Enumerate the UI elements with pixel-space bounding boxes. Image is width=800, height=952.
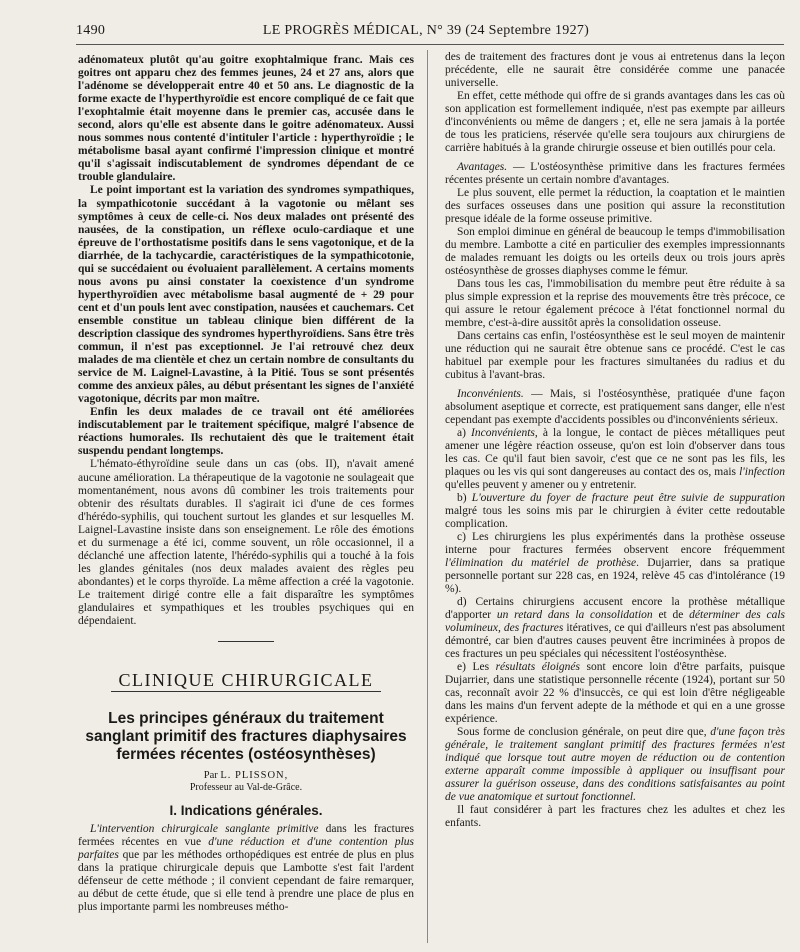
text-run: Sous forme de conclusion générale, on peut dire que, [457, 726, 711, 738]
italic-phrase: L'ouverture du foyer de fracture peut être suivie de suppuration [471, 492, 785, 504]
italic-phrase: résultats éloignés [495, 661, 581, 673]
text-run: . Dujarrier, dans sa pratique personnelle portant sur 228 cas, en 1924, relève 45 cas d'intolérance (19 %). [445, 557, 785, 595]
paragraph [445, 596, 785, 661]
italic-phrase: d'une façon très générale, le traitement sanglant primitif des fractures fermées n'est indiqué que lorsque tout autre moyen de réduction ou de contention externe apparaît comme impossible à appliquer ou insuffisant pour assurer la guérison osseuse, dans des conditions satisfaisantes au point de vue anatomique et surtout fonctionnel. [445, 726, 785, 803]
italic-phrase: L'intervention chirurgicale sanglante primitive [90, 823, 319, 836]
paragraph [445, 161, 785, 187]
paragraph: L'hémato-éthyroïdine seule dans un cas (obs. II), n'avait amené aucune amélioration. La thérapeutique de la vagotonie ne soulageait que momentanément, nous avons dû combiner les trois traitements pour obtenir des résultats durables. Il s'agirait ici d'une de ces formes d'hérédo-syphilis, qui touchent surtout les glandes et sur lesquelles M. Laignel-Lavastine insiste dans son enseignement. Le rôle des émotions et du surmenage a été ici, comme souvent, un rôle occasionnel, il a déclanché une affection latente, l'hérédo-syphilis qui a touché à la fois les glandes génitales (nos deux malades avaient des règles peu abondantes) et le corps thyroïde. La même affection a créé la vagotonie. Le traitement dirigé contre elle a fait disparaître les symptômes glandulaires et sympathiques et les troubles psychiques qui en dépendaient. [78, 458, 414, 628]
paragraph: Dans certains cas enfin, l'ostéosynthèse est le seul moyen de maintenir une réduction qui ne saurait être obtenue sans ce procédé. C'est le cas habituel par exemple pour les fractures simultanées du radius et du cubitus à l'avant-bras. [445, 330, 785, 381]
page-number: 1490 [76, 23, 106, 38]
paragraph [445, 492, 785, 531]
left-column [78, 54, 414, 914]
divider-line [218, 641, 274, 642]
italic-phrase: l'infection [739, 466, 785, 478]
paragraph: des de traitement des fractures dont je vous ai entretenus dans la leçon précédente, elle ne saurait être considérée comme une panacée universelle. [445, 51, 785, 89]
run-in-heading: Avantages. [457, 161, 508, 173]
paragraph [445, 427, 785, 492]
paragraph: Enfin les deux malades de ce travail ont été améliorées indiscutablement par le traitement spécifique, malgré l'absence de réactions humorales. Ils rechutaient dès que le traitement était suspendu pendant longtemps. [78, 406, 414, 458]
italic-phrase: l'élimination du matériel de prothèse [445, 557, 637, 569]
article-title: Les principes généraux du traitement sanglant primitif des fractures diaphysaires fermées récentes (ostéosynthèses) [85, 710, 407, 764]
paragraph [445, 531, 785, 596]
paragraph: Le point important est la variation des syndromes sympathiques, la sympathicotonie succédant à la vagotonie ou mêlant ses symptômes à ceux de celle-ci. Nos deux malades ont présenté des nausées, de la constipation, un réflexe oculo-cardiaque et une épreuve de l'orthostatisme positifs dans le sens vagotonique, et de la diarrhée, de la tachycardie, caractéristiques de la sympathicotonie, qui se succédaient ou évoluaient parallèlement. A certains moments nous avons pu ainsi constater la coexistence d'un syndrome hyperthyroïdien avec métabolisme basal augmenté de + 29 pour cent et d'un pouls lent avec constipation, nausées et cauchemars. Cet ensemble constitue un tableau clinique bien différent de la description classique des syndromes hyperthyroïdiens. Sans être très commun, il n'est pas exceptionnel. Je l'ai retrouvé chez deux malades de ma clientèle et chez un certain nombre de consultants du service de M. Laignel-Lavastine, à la Pitié. Tous se sont présentés comme des anxieux pâles, au début présentant les signes de l'anxiété vagotonique, décrits par mon maître. [78, 184, 414, 406]
text-run: d) Certains chirurgiens accusent encore la prothèse métallique d'apporter [445, 596, 785, 621]
italic-phrase: un retard dans la consolidation [496, 609, 653, 621]
italic-phrase: déterminer des cals volumineux, des fractures [445, 609, 785, 634]
paragraph: adénomateux plutôt qu'au goitre exophtalmique franc. Mais ces goitres ont apparu chez des femmes jeunes, 24 et 27 ans, alors que l'adénome se développerait entre 40 et 50 ans. Le diagnostic de la forme exacte de l'hyperthyroïdie est encore compliqué de ce fait que l'exophtalmie était moyenne dans le premier cas, accusée dans le second, alors qu'elle est absente dans le goitre adénomateux. Aussi nous sommes nous contenté d'intituler l'article : hyperthyroïdie ; le métabolisme basal ayant confirmé l'impression clinique et montré qu'il s'agissait indiscutablement de syndromes dépendant de ce trouble glandulaire. [78, 54, 414, 184]
paragraph: Dans tous les cas, l'immobilisation du membre peut être réduite à sa plus simple expression et la reprise des mouvements être très précoce, ce qui assure le retour également précoce à l'état fonctionnel normal du membre, c'est-à-dire aussitôt après la consolidation osseuse. [445, 278, 785, 329]
paragraph [445, 388, 785, 427]
byline-par: Par [203, 770, 218, 782]
paragraph: Son emploi diminue en général de beaucoup le temps d'immobilisation du membre. Lambotte a cité en particulier des exemples impressionnants de malades remuant les doigts ou les orteils deux ou trois jours après ostéosynthèse de grosses diaphyses comme le fémur. [445, 226, 785, 277]
rubric-heading: CLINIQUE CHIRURGICALE [118, 670, 374, 691]
section-heading: I. Indications générales. [169, 803, 323, 819]
paragraph: En effet, cette méthode qui offre de si grands avantages dans les cas où son application est formellement indiquée, n'est pas exempte par ailleurs d'inconvénients ou même de dangers ; et, elle ne sera jamais à la portée de tous les praticiens, réservée qu'elle sera toujours aux chirurgiens de carrière habitués à la grande chirurgie osseuse et bien outillés pour cela. [445, 90, 785, 154]
author-role: Professeur au Val-de-Grâce. [189, 782, 303, 794]
text-run: b) [457, 492, 472, 504]
text-run: et de [652, 609, 690, 621]
italic-phrase: d'une réduction et d'une contention plus parfaites [78, 836, 414, 862]
section-divider [78, 636, 414, 646]
text-run: dans les fractures fermées récentes en vue [78, 823, 414, 849]
paragraph [445, 661, 785, 726]
column-rule [427, 50, 428, 943]
text-run: — L'ostéosynthèse primitive dans les fractures fermées récentes présente un certain nombre d'avantages. [445, 161, 785, 186]
text-run: c) Les chirurgiens les plus expérimentés dans la prothèse osseuse interne pour fractures fermées observent encore fréquemment [445, 531, 785, 556]
header-rule [76, 44, 784, 45]
text-run: e) Les [457, 661, 496, 673]
paragraph [78, 823, 414, 914]
right-column [445, 51, 785, 830]
text-run: malgré tous les soins mis par le chirurgien à éviter cette redoutable complication. [445, 505, 785, 530]
text-run: , à la longue, le contact de pièces métalliques peut amener une légère réaction osseuse, qu'on est loin d'observer dans tous les cas. Ce qu'il faut bien savoir, c'est que ce ne sont pas les fils, les plaques ou les vis qui sont dangereuses au contact des os, mais [445, 427, 786, 478]
running-title: LE PROGRÈS MÉDICAL, N° 39 (24 Septembre 1927) [262, 23, 590, 38]
run-in-heading: Inconvénients. [457, 388, 524, 400]
paragraph: Le plus souvent, elle permet la réduction, la coaptation et le maintien des surfaces osseuses dans une position qui assure la reconstitution presque idéale de la forme osseuse primitive. [445, 187, 785, 225]
running-header [76, 23, 776, 43]
rubric-rule [111, 691, 381, 692]
text-run: — Mais, si l'ostéosynthèse, pratiquée d'une façon absolument aseptique et correcte, est pratiquement sans danger, elle n'est cependant pas exempte d'accidents possibles ou d'inconvénients sérieux. [445, 388, 785, 426]
byline [78, 770, 414, 782]
text-run: qu'elles peuvent y amener ou y entretenir. [445, 479, 637, 491]
italic-phrase: Inconvénients [471, 427, 535, 439]
text-run: que par les méthodes orthopédiques est entrée de plus en plus dans la pratique chirurgicale depuis que Lambotte s'est fait l'ardent défenseur de cette méthode ; il convient cependant de faire remarquer, au début de cette étude, que si elle tend à prendre une place de plus en plus importante parmi les nombreuses métho- [78, 849, 414, 914]
author-name: L. PLISSON, [220, 770, 289, 782]
text-run: sont encore loin d'être parfaits, puisque Dujarrier, dans une statistique personnelle récente (1924), portant sur 50 cas, reconnaît avoir 22 % d'insuccès, ce qui est loin d'être négligeable dans les mains d'un fervent adepte de la méthode et qui en a une grosse expérience. [445, 661, 785, 725]
paragraph [445, 726, 785, 804]
text-run: a) [457, 427, 472, 439]
paragraph: Il faut considérer à part les fractures chez les adultes et chez les enfants. [445, 804, 785, 829]
text-run: itératives, ce qui d'ailleurs n'est pas absolument démontré, car bien d'autres causes peuvent être incriminées à propos de ces fractures un peu spéciales qui nécessitent l'ostéosynthèse. [445, 622, 785, 660]
